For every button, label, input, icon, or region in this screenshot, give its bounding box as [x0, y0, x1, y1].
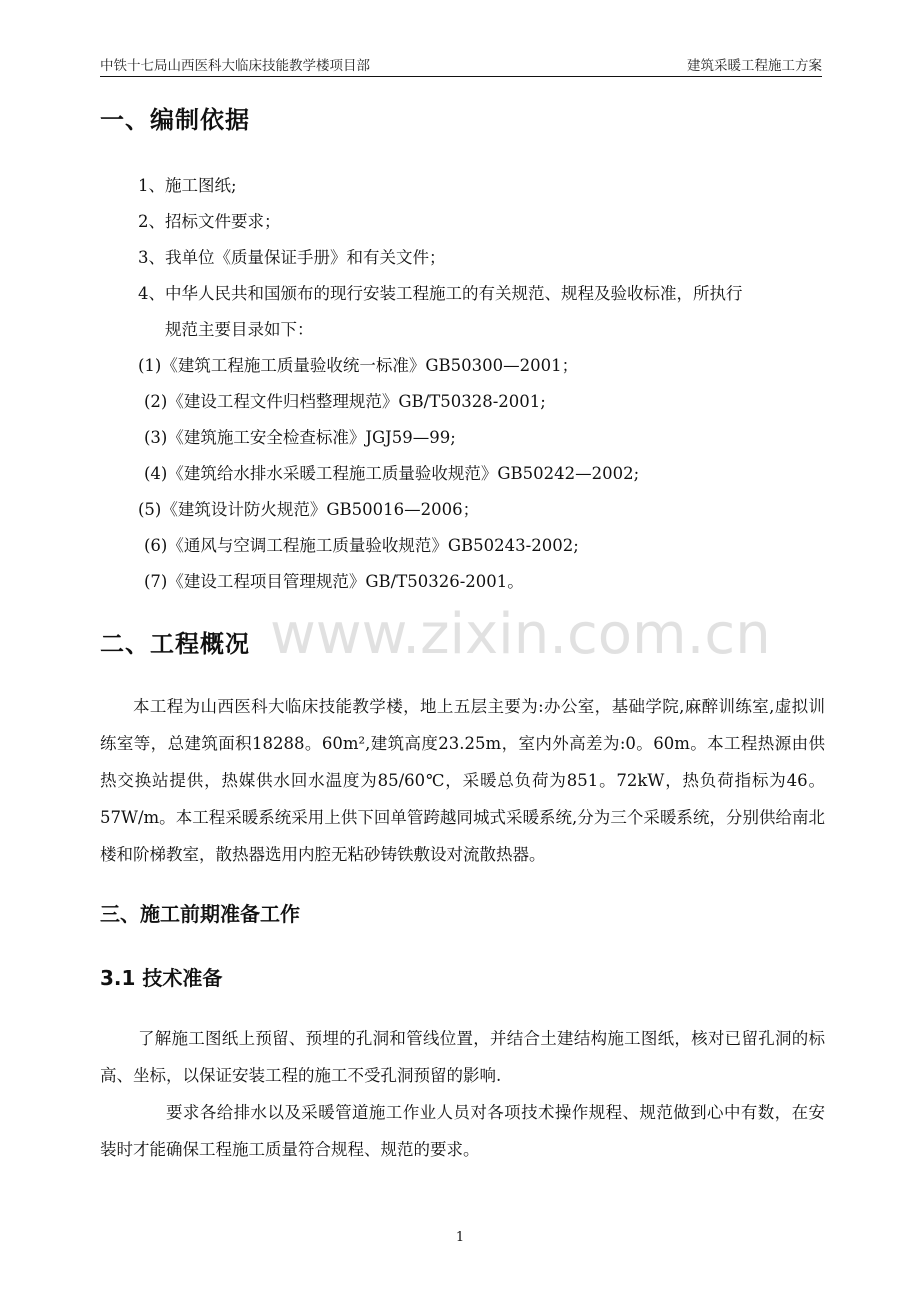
page-header — [100, 54, 822, 76]
section-1-heading: 一、编制依据 — [100, 106, 250, 134]
subsection-3-1-heading: 3.1 技术准备 — [100, 966, 223, 990]
header-project-name: 中铁十七局山西医科大临床技能教学楼项目部 — [100, 58, 370, 74]
section-2-heading: 二、工程概况 — [100, 630, 250, 658]
technical-prep-paragraph-2: 要求各给排水以及采暖管道施工作业人员对各项技术操作规程、规范做到心中有数，在安装时才能确保工程施工质量符合规程、规范的要求。 — [100, 1103, 825, 1159]
standard-item-5: (5)《建筑设计防火规范》GB50016—2006； — [138, 500, 480, 519]
standard-item-4: (4)《建筑给水排水采暖工程施工质量验收规范》GB50242—2002; — [144, 464, 640, 483]
basis-item-4: 4、中华人民共和国颁布的现行安装工程施工的有关规范、规程及验收标准，所执行 — [138, 284, 743, 303]
standard-item-2: (2)《建设工程文件归档整理规范》GB/T50328-2001; — [144, 392, 546, 411]
basis-item-3: 3、我单位《质量保证手册》和有关文件； — [138, 248, 446, 267]
basis-item-2: 2、招标文件要求； — [138, 212, 281, 231]
basis-item-1: 1、施工图纸; — [138, 176, 237, 195]
standard-item-7: (7)《建设工程项目管理规范》GB/T50326-2001。 — [144, 572, 524, 591]
basis-item-4-continued: 规范主要目录如下： — [165, 320, 314, 339]
header-document-title: 建筑采暖工程施工方案 — [687, 58, 822, 74]
project-overview-paragraph: 本工程为山西医科大临床技能教学楼，地上五层主要为:办公室，基础学院,麻醉训练室,虚拟训练室等，总建筑面积18288。60m²,建筑高度23.25m，室内外高差为:0。60m。本工程热源由供热交换站提供，热媒供水回水温度为85/60℃，采暖总负荷为851。72kW，热负荷指标为46。57W/m。本工程采暖系统采用上供下回单管跨越同城式采暖系统,分为三个采暖系统，分别供给南北楼和阶梯教室，散热器选用内腔无粘砂铸铁敷设对流散热器。 — [100, 697, 825, 864]
standard-item-6: (6)《通风与空调工程施工质量验收规范》GB50243-2002; — [144, 536, 579, 555]
standard-item-3: (3)《建筑施工安全检查标准》JGJ59—99; — [144, 428, 456, 447]
standard-item-1: (1)《建筑工程施工质量验收统一标准》GB50300—2001； — [138, 356, 579, 375]
watermark-text: www.zixin.com.cn — [270, 602, 771, 667]
header-divider — [100, 76, 822, 77]
page-number: 1 — [455, 1230, 465, 1245]
technical-prep-paragraph-1: 了解施工图纸上预留、预埋的孔洞和管线位置，并结合土建结构施工图纸，核对已留孔洞的标高、坐标，以保证安装工程的施工不受孔洞预留的影响. — [100, 1029, 825, 1085]
section-3-heading: 三、施工前期准备工作 — [100, 902, 300, 926]
